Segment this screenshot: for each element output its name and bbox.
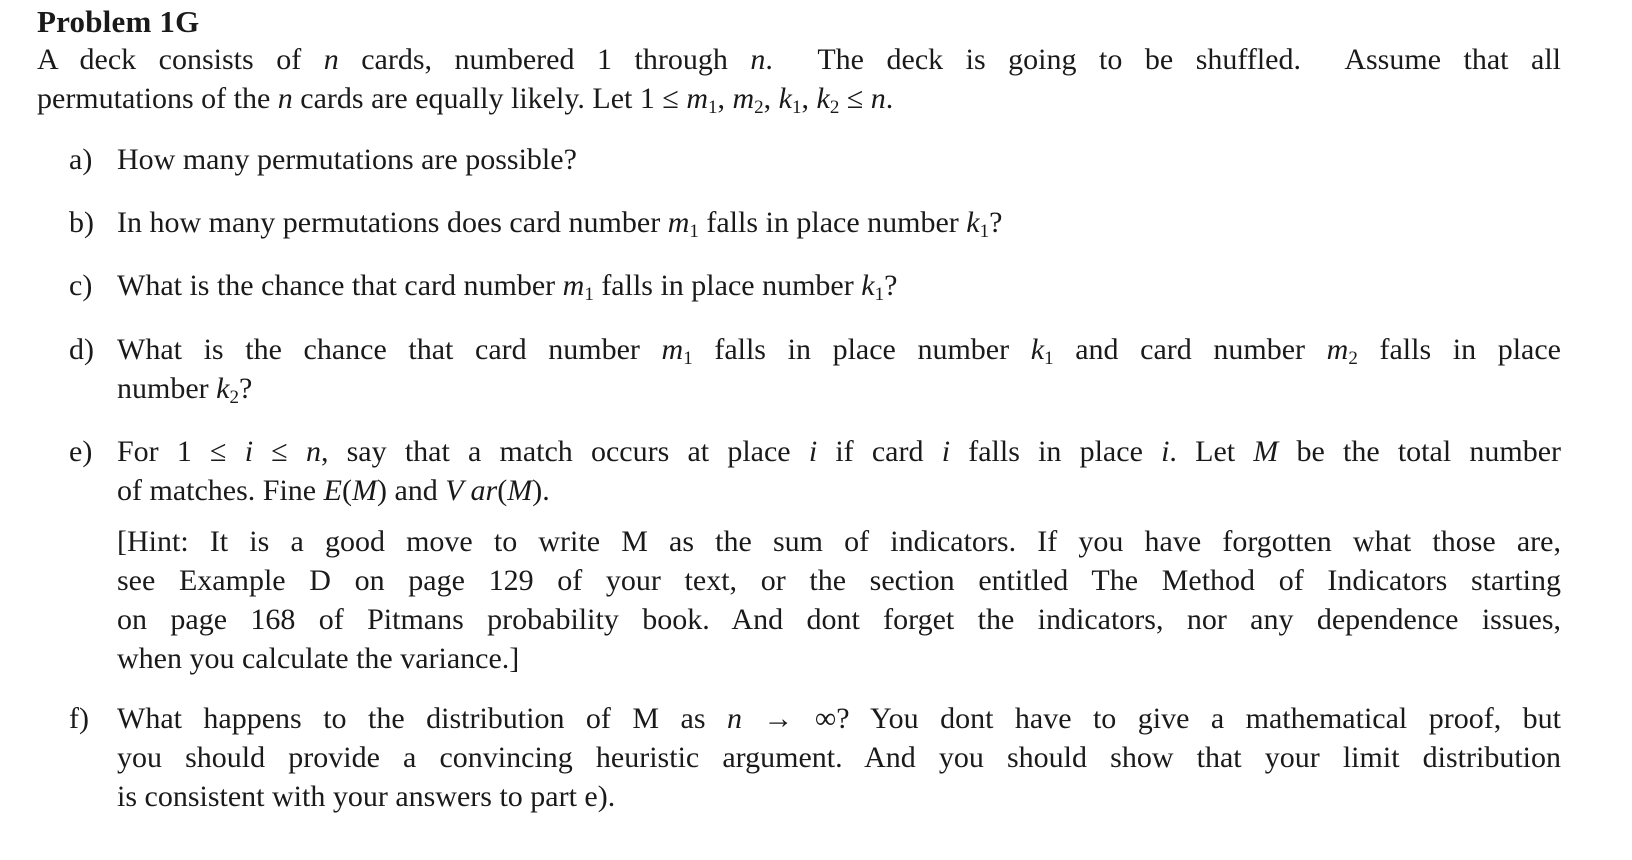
intro-line-2: permutations of the n cards are equally likely. Let $1 \le m_1$, $m_2$, $k_1$, $k_2 \le n$. [37,82,894,118]
hint-line-3: on page 168 of Pitmans probability book. And dont forget the indicators, nor any dependence issues, [117,603,1561,636]
hint-line-4: when you calculate the variance.] [117,642,520,675]
question-e [69,432,1561,678]
question-text: How many permutations are possible? [117,143,577,176]
intro-line-1: A deck consists of n cards, numbered 1 through n. The deck is going to be shuffled. Assume that all [37,43,1562,76]
question-label: c) [69,269,93,302]
hint-line-1: [Hint: It is a good move to write M as the sum of indicators. If you have forgotten what those are, [117,525,1561,558]
hint-block [117,522,1561,678]
question-text-line-2: you should provide a convincing heuristic argument. And you should show that your limit distribution [117,741,1561,774]
question-label: e) [69,435,93,468]
question-text-line-1: What is the chance that card number $m_1$ falls in place number $k_1$ and card number $m_2$ falls in place [117,333,1561,369]
question-label: b) [69,206,94,239]
question-f [69,699,1561,816]
question-text: What is the chance that card number $m_1$ falls in place number $k_1$? [117,269,898,305]
question-label: a) [69,143,93,176]
question-text-line-3: is consistent with your answers to part e). [117,780,616,813]
question-text-line-2: number $k_2$? [117,372,253,408]
question-label: f) [69,702,89,735]
hint-line-2: see Example D on page 129 of your text, or the section entitled The Method of Indicators starting [117,564,1561,597]
question-a [69,140,1561,179]
problem-title: Problem 1G [37,4,200,39]
question-d [69,330,1561,408]
question-label: d) [69,333,94,366]
problem-intro [37,40,1561,118]
question-text: In how many permutations does card number $m_1$ falls in place number $k_1$? [117,206,1003,242]
question-text-line-2: of matches. Fine E(M) and V ar(M). [117,474,550,507]
question-b [69,203,1561,242]
question-c [69,266,1561,305]
question-text-line-1: What happens to the distribution of M as n → ∞? You dont have to give a mathematical proof, but [117,702,1561,735]
question-text-line-1: For 1 ≤ i ≤ n, say that a match occurs at place i if card i falls in place i. Let M be the total number [117,435,1561,468]
